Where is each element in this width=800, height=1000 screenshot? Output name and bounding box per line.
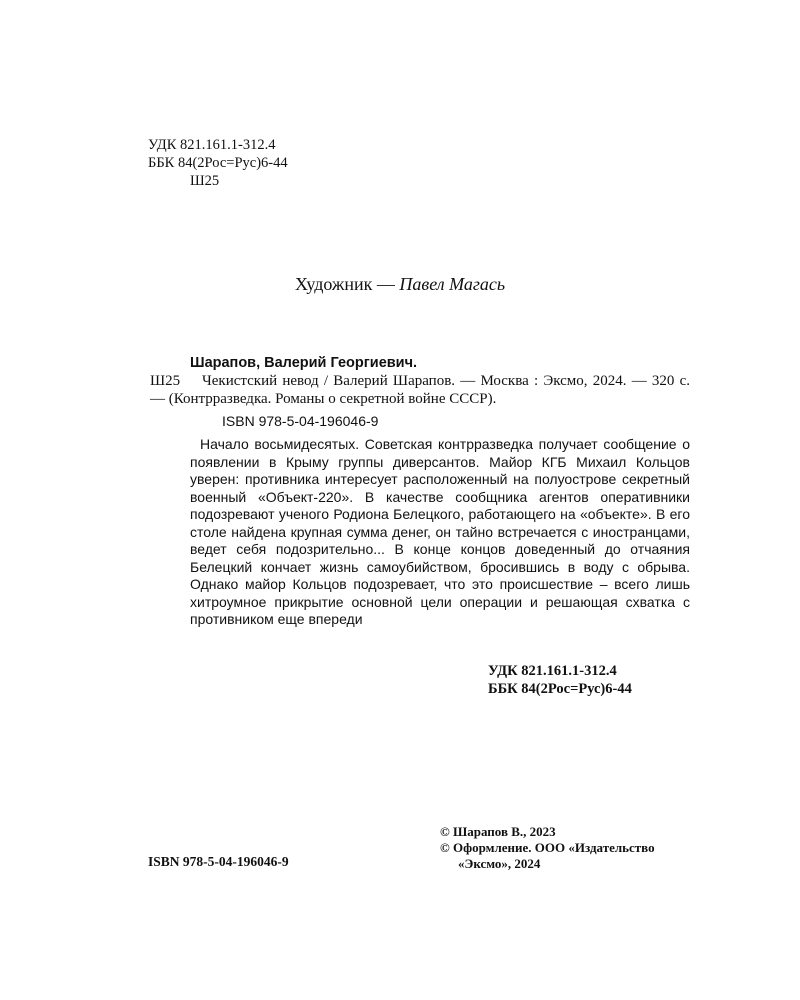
artist-name: Павел Магась bbox=[399, 274, 506, 294]
artist-credit bbox=[0, 274, 800, 295]
copyright-notice bbox=[440, 824, 655, 872]
udk-code: УДК 821.161.1-312.4 bbox=[148, 137, 276, 153]
catalog-description: Чекистский невод / Валерий Шарапов. — Москва : Эксмо, 2024. — 320 с. — (Контрразведка. Романы о секретной войне СССР). bbox=[150, 373, 690, 407]
catalog-author: Шарапов, Валерий Георгиевич. bbox=[190, 355, 418, 371]
catalog-isbn: ISBN 978-5-04-196046-9 bbox=[222, 413, 379, 429]
copyright-design-cont: «Эксмо», 2024 bbox=[458, 856, 541, 871]
catalog-entry bbox=[150, 372, 690, 408]
copyright-design: © Оформление. ООО «Издательство bbox=[440, 840, 655, 855]
classification-codes-top bbox=[148, 136, 288, 190]
udk-code-bottom: УДК 821.161.1-312.4 bbox=[488, 663, 617, 679]
classification-codes-bottom bbox=[488, 662, 632, 698]
bbk-code: ББК 84(2Рос=Рус)6-44 bbox=[148, 155, 288, 171]
book-annotation bbox=[150, 436, 690, 629]
annotation-text: Начало восьмидесятых. Советская контрразведка получает сообщение о появлении в Крыму группы диверсантов. Майор КГБ Михаил Кольцов уверен: противника интересует расположенный на полуострове секретный военный «Объект-220». В качестве сообщника агентов оперативники подозревают ученого Родиона Белецкого, работающего на «объекте». В его столе найдена крупная сумма денег, он тайно встречается с иностранцами, ведет себя подозрительно... В конце концов доведенный до отчаяния Белецкий кончает жизнь самоубийством, бросившись в воду с обрыва. Однако майор Кольцов подозревает, что это происшествие – всего лишь хитроумное прикрытие основной цели операции и решающая схватка с противником еще впереди bbox=[190, 436, 690, 627]
catalog-record bbox=[150, 354, 690, 629]
copyright-author: © Шарапов В., 2023 bbox=[440, 824, 556, 839]
author-mark: Ш25 bbox=[190, 173, 220, 189]
bbk-code-bottom: ББК 84(2Рос=Рус)6-44 bbox=[488, 681, 632, 697]
artist-label: Художник — bbox=[294, 274, 400, 294]
isbn-bottom: ISBN 978-5-04-196046-9 bbox=[148, 854, 289, 869]
catalog-code: Ш25 bbox=[150, 373, 181, 389]
